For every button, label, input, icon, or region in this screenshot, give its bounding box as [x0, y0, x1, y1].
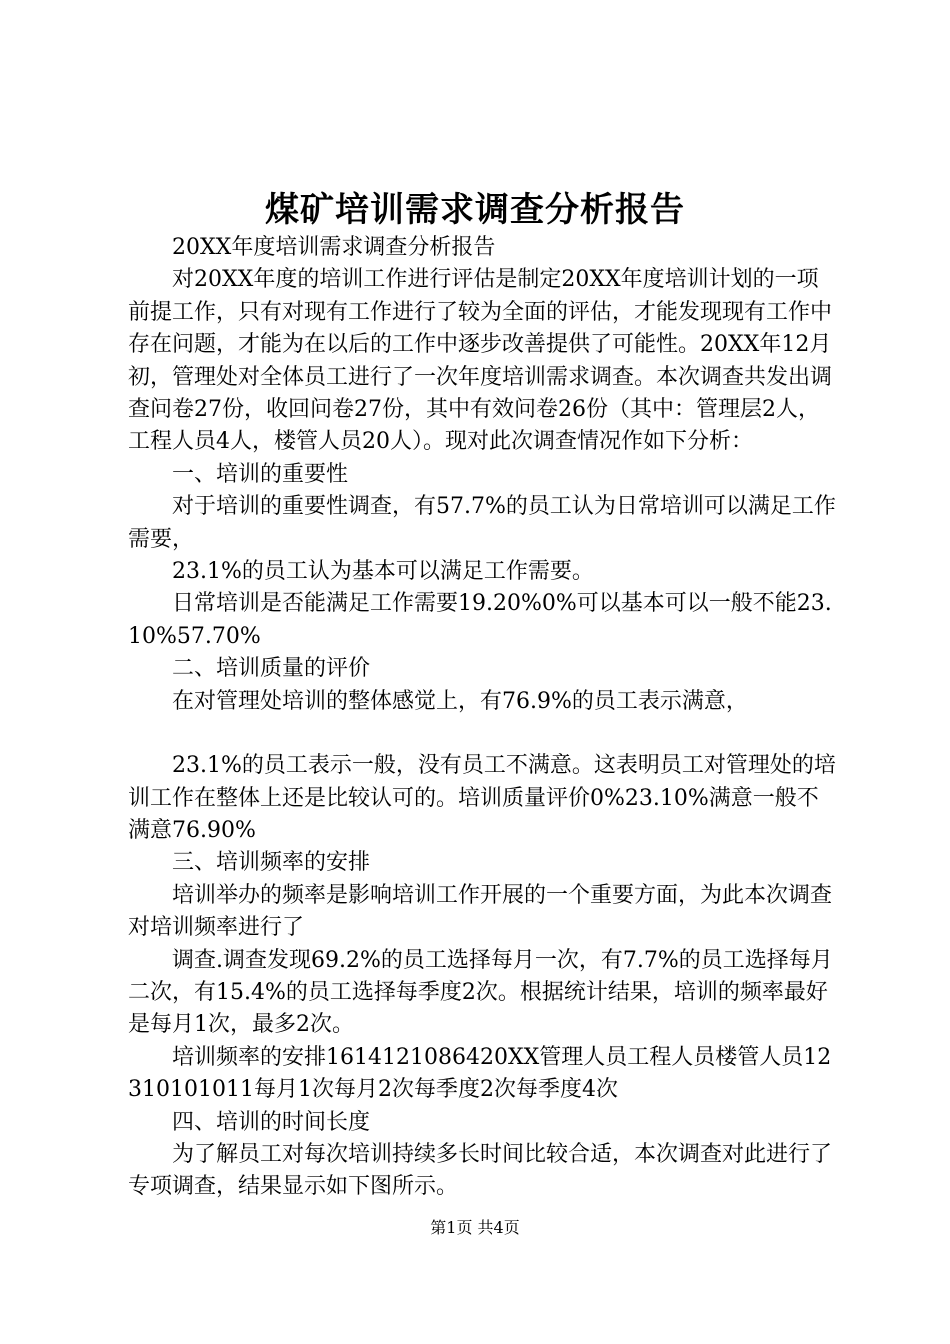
paragraph-subtitle: 20XX年度培训需求调查分析报告 — [172, 235, 496, 260]
paragraph-importance-2: 23.1%的员工认为基本可以满足工作需要。 — [172, 559, 594, 585]
chart-text-frequency: 培训频率的安排1614121086420XX管理人员工程人员楼管人员12310101011每月1次每月2次每季度2次每季度4次 — [128, 1044, 832, 1103]
paragraph-intro: 对20XX年度的培训工作进行评估是制定20XX年度培训计划的一项前提工作，只有对现有工作进行了较为全面的评估，才能发现现有工作中存在问题，才能为在以后的工作中逐步改善提供了可能性。20XX年12月初，管理处对全体员工进行了一次年度培训需求调查。本次调查共发出调查问卷27份，收回问卷27份，其中有效问卷26份（其中：管理层2人，工程人员4人，楼管人员20人）。现对此次调查情况作如下分析： — [128, 267, 833, 455]
document-title: 煤矿培训需求调查分析报告 — [265, 190, 685, 230]
paragraph-quality-2: 23.1%的员工表示一般，没有员工不满意。这表明员工对管理处的培训工作在整体上还是比较认可的。培训质量评价0%23.10%满意一般不满意76.90% — [128, 753, 836, 843]
section-heading-duration: 四、培训的时间长度 — [172, 1109, 371, 1135]
paragraph-importance-1: 对于培训的重要性调查，有57.7%的员工认为日常培训可以满足工作需要， — [128, 494, 836, 552]
section-heading-quality: 二、培训质量的评价 — [172, 656, 371, 682]
paragraph-frequency-2: 调查.调查发现69.2%的员工选择每月一次，有7.7%的员工选择每月二次，有15.4%的员工选择每季度2次。根据统计结果，培训的频率最好是每月1次，最多2次。 — [128, 947, 833, 1038]
paragraph-quality-1: 在对管理处培训的整体感觉上，有76.9%的员工表示满意， — [172, 688, 748, 714]
section-heading-frequency: 三、培训频率的安排 — [172, 850, 371, 876]
section-heading-importance: 一、培训的重要性 — [172, 461, 349, 487]
page-number-footer: 第1页 共4页 — [430, 1218, 520, 1237]
document-body — [128, 232, 838, 1204]
chart-text-importance: 日常培训是否能满足工作需要19.20%0%可以基本可以一般不能23.10%57.70% — [128, 591, 832, 649]
paragraph-duration: 为了解员工对每次培训持续多长时间比较合适，本次调查对此进行了专项调查，结果显示如下图所示。 — [128, 1141, 833, 1200]
paragraph-frequency-1: 培训举办的频率是影响培训工作开展的一个重要方面，为此本次调查对培训频率进行了 — [128, 882, 833, 941]
